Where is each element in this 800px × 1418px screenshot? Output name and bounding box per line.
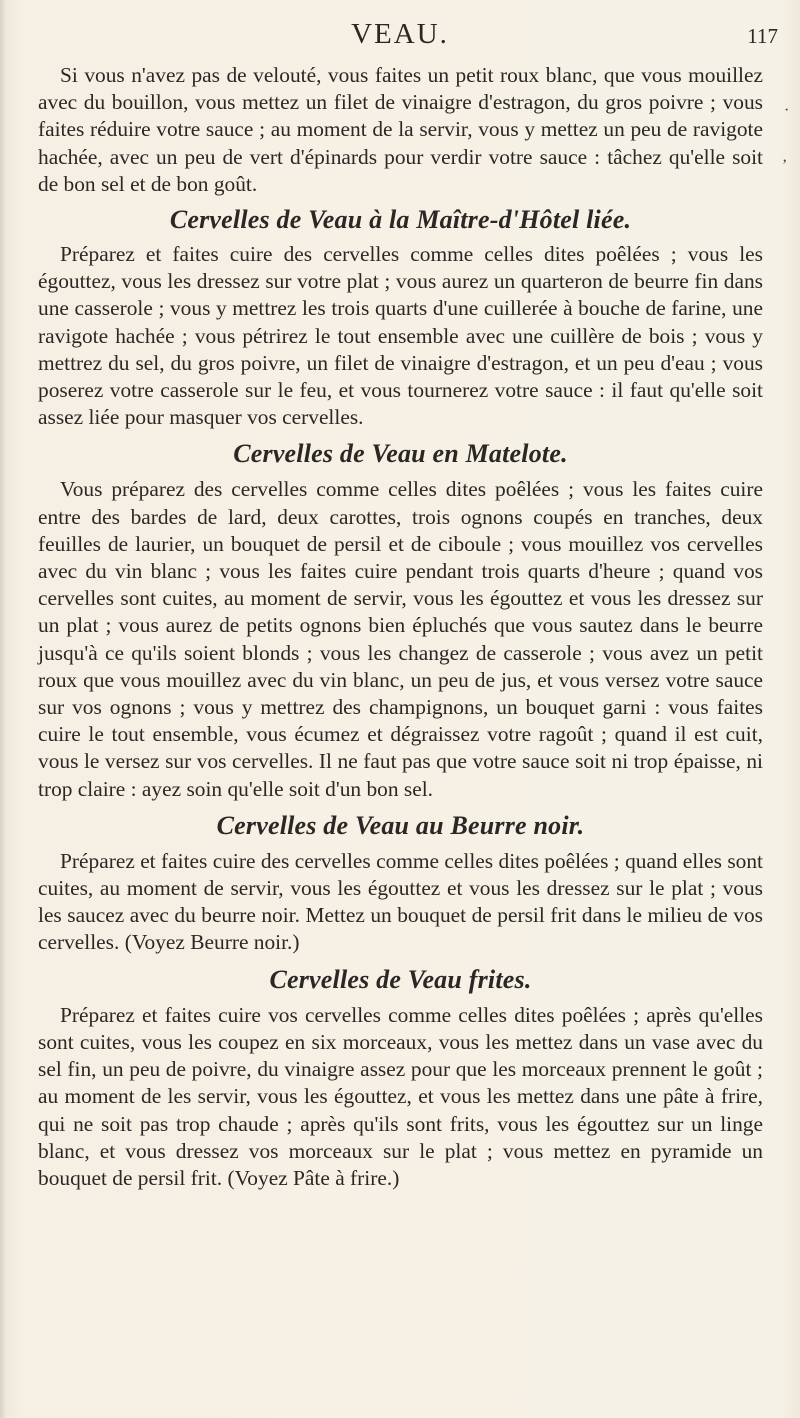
section-heading: Cervelles de Veau à la Maître-d'Hôtel liée. bbox=[169, 205, 632, 235]
page-number: 117 bbox=[747, 24, 778, 48]
paragraph-beurre-noir: Préparez et faites cuire des cervelles comme celles dites poêlées ; quand elles sont cuites, au moment de servir, vous les égouttez et vous les dressez sur le plat ; vous les saucez avec du beurre noir. Mettez un bouquet de persil frit dans le milieu de vos cervelles. (Voyez Beurre noir.) bbox=[38, 848, 763, 955]
paragraph-intro: Si vous n'avez pas de velouté, vous faites un petit roux blanc, que vous mouillez avec du bouillon, vous mettez un filet de vinaigre d'estragon, du gros poivre ; vous faites réduire votre sauce ; au moment de la servir, vous y mettez un peu de ravigote hachée, avec un peu de vert d'épinards pour verdir votre sauce : tâchez qu'elle soit de bon sel et de bon goût. bbox=[38, 63, 763, 196]
page-header bbox=[0, 18, 800, 58]
margin-mark: ‚ bbox=[782, 148, 788, 165]
section-heading: Cervelles de Veau frites. bbox=[269, 964, 532, 994]
section-heading: Cervelles de Veau en Matelote. bbox=[233, 439, 568, 469]
margin-mark: · bbox=[784, 102, 790, 119]
paragraph-frites: Préparez et faites cuire vos cervelles comme celles dites poêlées ; après qu'elles sont cuites, vous les coupez en six morceaux, vous les mettez dans un vase avec du sel fin, un peu de poivre, du vinaigre assez pour que les morceaux prennent le goût ; au moment de les servir, vous les égouttez, et vous les mettez dans une pâte à frire, qui ne soit pas trop chaude ; après qu'ils sont frits, vous les égouttez sur un linge blanc, et vous dressez vos morceaux sur le plat ; vous mettez en pyramide un bouquet de persil frit. (Voyez Pâte à frire.) bbox=[38, 1002, 763, 1190]
binding-edge bbox=[0, 0, 6, 1418]
paragraph-maitre-d-hotel: Préparez et faites cuire des cervelles comme celles dites poêlées ; vous les égouttez, vous les dressez sur votre plat ; vous aurez un quarteron de beurre fin dans une casserole ; vous y mettrez les trois quarts d'une cuillerée à bouche de farine, une ravigote hachée ; vous pétrirez le tout ensemble avec une cuillère de bois ; vous y mettrez du sel, du gros poivre, un filet de vinaigre d'estragon, et un peu d'eau ; vous poserez votre casserole sur le feu, et vous tournerez votre sauce : il faut qu'elle soit assez liée pour masquer vos cervelles. bbox=[38, 242, 763, 430]
paragraph-matelote: Vous préparez des cervelles comme celles dites poêlées ; vous les faites cuire entre des bardes de lard, deux carottes, trois ognons coupés en tranches, deux feuilles de laurier, un bouquet de persil et de ciboule ; vous mouillez vos cervelles avec du vin blanc ; vous les faites cuire pendant trois quarts d'heure ; quand vos cervelles sont cuites, au moment de servir, vous les égouttez et vous les dressez sur un plat ; vous aurez de petits ognons bien épluchés que vous sautez dans le beurre jusqu'à ce qu'ils soient blonds ; vous les changez de casserole ; vous avez un petit roux que vous mouillez avec du vin blanc, un peu de jus, et vous versez votre sauce sur vos ognons ; vous y mettrez des champignons, un bouquet garni : vous faites cuire le tout ensemble, vous écumez et dégraissez votre ragoût ; quand il est cuit, vous le versez sur vos cervelles. Il ne faut pas que votre sauce soit ni trop épaisse, ni trop claire : ayez soin qu'elle soit d'un bon sel. bbox=[38, 477, 763, 801]
running-head: VEAU. bbox=[351, 18, 449, 50]
section-heading: Cervelles de Veau au Beurre noir. bbox=[216, 810, 585, 840]
page-body bbox=[38, 62, 763, 1192]
